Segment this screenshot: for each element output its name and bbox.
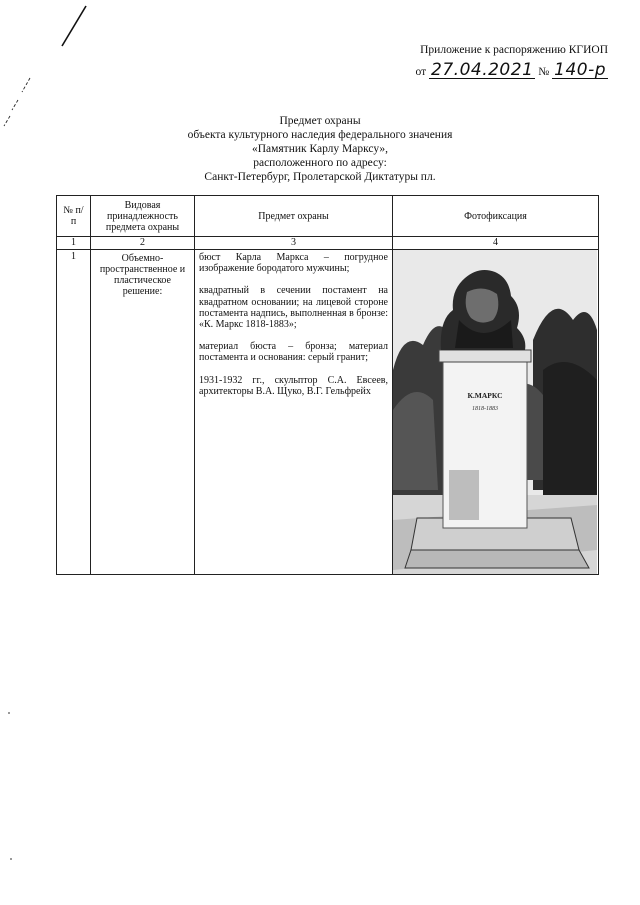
appendix-header <box>416 44 608 79</box>
table-index-row <box>57 237 599 250</box>
monument-photo <box>393 250 597 574</box>
table-header-row <box>57 196 599 237</box>
index-cell: 2 <box>91 237 195 250</box>
appendix-date-number <box>416 62 608 79</box>
scan-speck <box>8 712 10 714</box>
row-number: 1 <box>57 250 91 575</box>
plaque-name: К.МАРКС <box>467 391 503 400</box>
row-kind: Объемно-пространственное и пластическое решение: <box>91 250 195 575</box>
plaque-years: 1818-1883 <box>472 406 498 412</box>
from-label: от <box>415 66 427 78</box>
table-row <box>57 250 599 575</box>
number-label: № <box>538 66 550 78</box>
protection-subject-table <box>56 195 599 575</box>
row-subject <box>195 250 393 575</box>
row-photo <box>393 250 599 575</box>
title-line-2: объекта культурного наследия федерального значения <box>187 129 453 141</box>
subject-item: материал бюста – бронза; материал постамента и основания: серый гранит; <box>199 341 388 364</box>
subject-item: 1931-1932 гг., скульптор С.А. Евсеев, архитекторы В.А. Щуко, В.Г. Гельфрейх <box>199 374 388 397</box>
scan-speck <box>10 858 12 860</box>
handwritten-number: 140-р <box>554 60 606 80</box>
header-number: № п/п <box>57 196 91 237</box>
subject-item: квадратный в сечении постамент на квадратном основании; на лицевой стороне постамента надпись, выполненная в бронзе: «К. Маркс 1818-1883»; <box>199 285 388 331</box>
title-line-4: расположенного по адресу: <box>253 157 387 169</box>
index-cell: 3 <box>195 237 393 250</box>
header-kind: Видовая принадлежность предмета охраны <box>91 196 195 237</box>
subject-item: бюст Карла Маркса – погрудное изображение бородатого мужчины; <box>199 252 388 275</box>
index-cell: 4 <box>393 237 599 250</box>
title-line-5: Санкт-Петербург, Пролетарской Диктатуры пл. <box>204 171 436 183</box>
title-line-3: «Памятник Карлу Марксу», <box>251 143 389 155</box>
index-cell: 1 <box>57 237 91 250</box>
document-title <box>0 114 640 184</box>
appendix-title: Приложение к распоряжению КГИОП <box>420 44 608 56</box>
header-subject: Предмет охраны <box>195 196 393 237</box>
handwritten-date: 27.04.2021 <box>431 60 534 80</box>
title-line-1: Предмет охраны <box>279 115 361 127</box>
header-photo: Фотофиксация <box>393 196 599 237</box>
